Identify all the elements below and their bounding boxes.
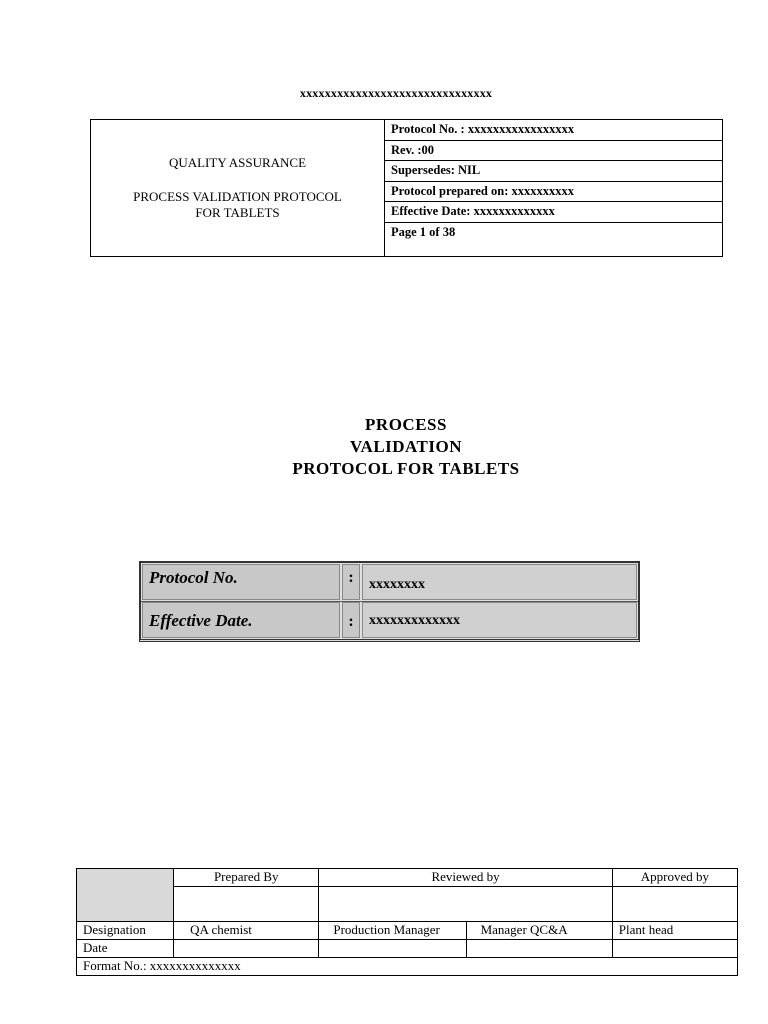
format-row [77, 958, 738, 976]
effective-date-box-row [141, 601, 638, 639]
signature-header-row [77, 869, 738, 887]
page-number-row: Page 1 of 38 [391, 224, 456, 239]
prepared-signature-cell [174, 887, 319, 922]
department-label: QUALITY ASSURANCE [168, 155, 307, 170]
protocol-no-box-row [141, 563, 638, 602]
company-name: xxxxxxxxxxxxxxxxxxxxxxxxxxxxxxx [299, 86, 493, 100]
protocol-no-value: xxxxxxxx [362, 564, 637, 600]
format-number: Format No.: xxxxxxxxxxxxxx [77, 958, 738, 976]
revision-row: Rev. :00 [385, 141, 722, 162]
qa-chemist-cell: QA chemist [174, 922, 319, 940]
approved-by-header: Approved by [612, 869, 737, 887]
signature-table [76, 868, 738, 976]
protocol-no-row: Protocol No. : xxxxxxxxxxxxxxxxx [385, 120, 722, 141]
main-title-line3: PROTOCOL FOR TABLETS [292, 459, 520, 478]
plant-head-cell: Plant head [612, 922, 737, 940]
date-approved-cell [612, 940, 737, 958]
date-reviewed-cell-1 [319, 940, 466, 958]
main-title-line1: PROCESS [365, 415, 447, 434]
date-row [77, 940, 738, 958]
reviewed-by-header: Reviewed by [319, 869, 612, 887]
protocol-no-separator: : [342, 564, 360, 600]
document-header-table [90, 119, 723, 257]
date-prepared-cell [174, 940, 319, 958]
date-label: Date [77, 940, 174, 958]
header-title-cell [91, 120, 385, 256]
prepared-by-header: Prepared By [174, 869, 319, 887]
blank-corner-cell [77, 869, 174, 922]
effective-date-separator: : [342, 602, 360, 638]
effective-date-row: Effective Date: xxxxxxxxxxxxx [385, 202, 722, 223]
designation-row [77, 922, 738, 940]
protocol-info-box [139, 561, 640, 642]
document-title-line1: PROCESS VALIDATION PROTOCOL [133, 189, 342, 204]
effective-date-value: xxxxxxxxxxxxx [362, 602, 637, 638]
supersedes-row: Supersedes: NIL [385, 161, 722, 182]
document-title-line2: FOR TABLETS [195, 205, 280, 220]
date-reviewed-cell-2 [466, 940, 612, 958]
manager-qca-cell: Manager QC&A [466, 922, 612, 940]
main-title-line2: VALIDATION [349, 437, 463, 456]
prepared-on-row: Protocol prepared on: xxxxxxxxxx [385, 182, 722, 203]
designation-label: Designation [77, 922, 174, 940]
signature-blank-row [77, 887, 738, 922]
production-manager-cell: Production Manager [319, 922, 466, 940]
header-info-cell [385, 120, 722, 256]
main-title [0, 414, 768, 480]
reviewed-signature-cell [319, 887, 612, 922]
approved-signature-cell [612, 887, 737, 922]
effective-date-label: Effective Date. [142, 602, 340, 638]
protocol-no-label: Protocol No. [142, 564, 340, 600]
